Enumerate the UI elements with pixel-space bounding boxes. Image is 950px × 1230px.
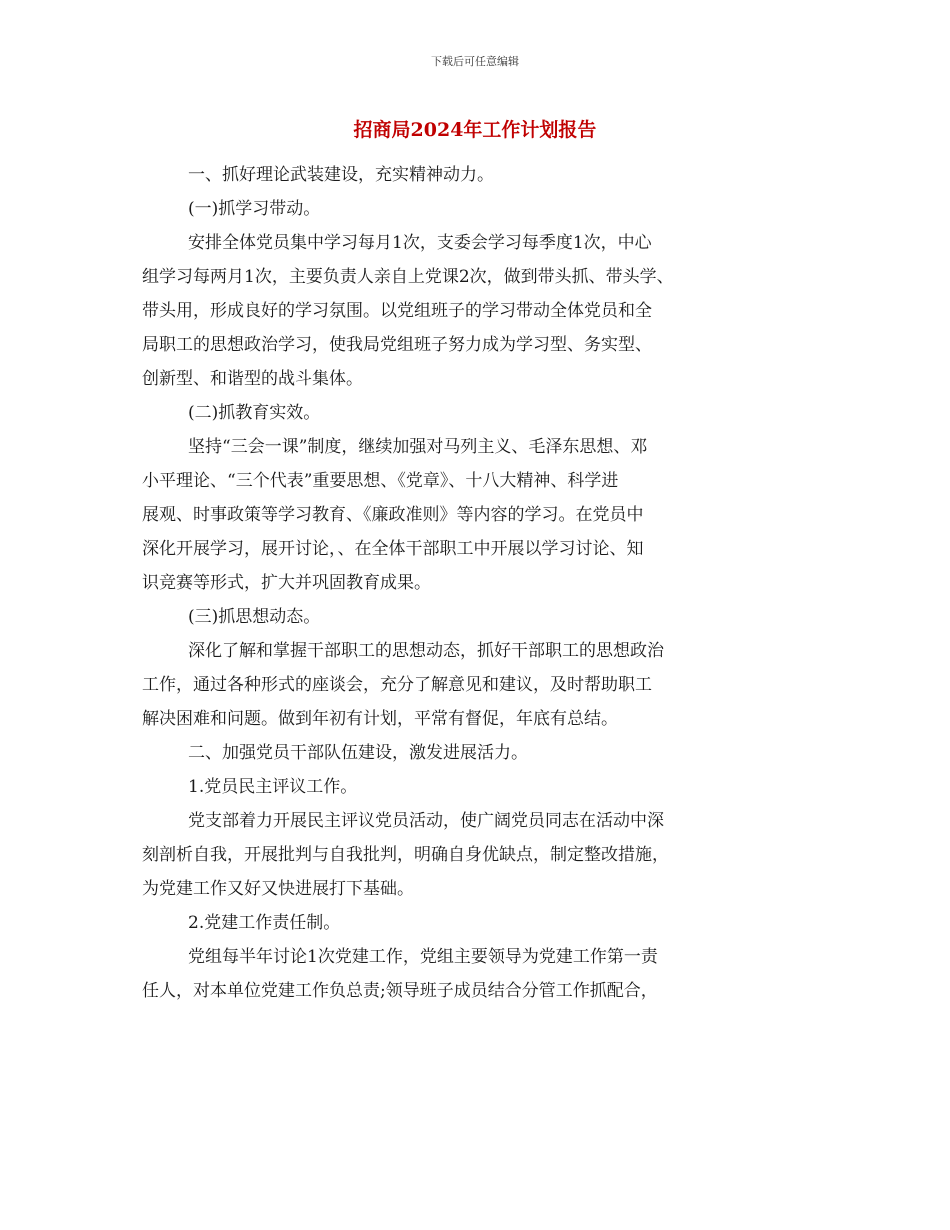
text-line: 展观、时事政策等学习教育、《廉政准则》等内容的学习。在党员中 xyxy=(142,505,644,525)
text-line: (一)抓学习带动。 xyxy=(188,199,321,219)
text-line: 小平理论、“三个代表”重要思想、《党章》、十八大精神、科学进 xyxy=(142,471,619,491)
text-line: 2.党建工作责任制。 xyxy=(188,913,341,933)
text-line: 深化了解和掌握干部职工的思想动态，抓好干部职工的思想政治 xyxy=(188,641,664,661)
text-line: 二、加强党员干部队伍建设，激发进展活力。 xyxy=(188,743,528,763)
document-body xyxy=(142,158,842,1008)
text-line: (二)抓教育实效。 xyxy=(188,403,321,423)
text-line: 创新型、和谐型的战斗集体。 xyxy=(142,369,363,389)
text-line: 深化开展学习，展开讨论，、在全体干部职工中开展以学习讨论、知 xyxy=(142,539,644,559)
page-header: 下载后可任意编辑 xyxy=(431,55,519,68)
text-line: (三)抓思想动态。 xyxy=(188,607,321,627)
text-line: 局职工的思想政治学习，使我局党组班子努力成为学习型、务实型、 xyxy=(142,335,652,355)
text-line: 党组每半年讨论1次党建工作，党组主要领导为党建工作第一责 xyxy=(188,947,658,967)
document-title: 招商局2024年工作计划报告 xyxy=(353,119,597,141)
text-line: 带头用，形成良好的学习氛围。以党组班子的学习带动全体党员和全 xyxy=(142,301,652,321)
text-line: 安排全体党员集中学习每月1次，支委会学习每季度1次，中心 xyxy=(188,233,652,253)
text-line: 组学习每两月1次，主要负责人亲自上党课2次，做到带头抓、带头学、 xyxy=(142,267,674,287)
text-line: 刻剖析自我，开展批判与自我批判，明确自身优缺点，制定整改措施， xyxy=(142,845,669,865)
text-line: 工作，通过各种形式的座谈会，充分了解意见和建议，及时帮助职工 xyxy=(142,675,652,695)
text-line: 党支部着力开展民主评议党员活动，使广阔党员同志在活动中深 xyxy=(188,811,664,831)
text-line: 一、抓好理论武装建设，充实精神动力。 xyxy=(188,165,494,185)
text-line: 1.党员民主评议工作。 xyxy=(188,777,358,797)
text-line: 坚持“三会一课”制度，继续加强对马列主义、毛泽东思想、邓 xyxy=(188,437,648,457)
text-line: 为党建工作又好又快进展打下基础。 xyxy=(142,879,414,899)
text-line: 解决困难和问题。做到年初有计划，平常有督促，年底有总结。 xyxy=(142,709,618,729)
text-line: 识竞赛等形式，扩大并巩固教育成果。 xyxy=(142,573,431,593)
text-line: 任人，对本单位党建工作负总责;领导班子成员结合分管工作抓配合， xyxy=(142,981,658,1001)
